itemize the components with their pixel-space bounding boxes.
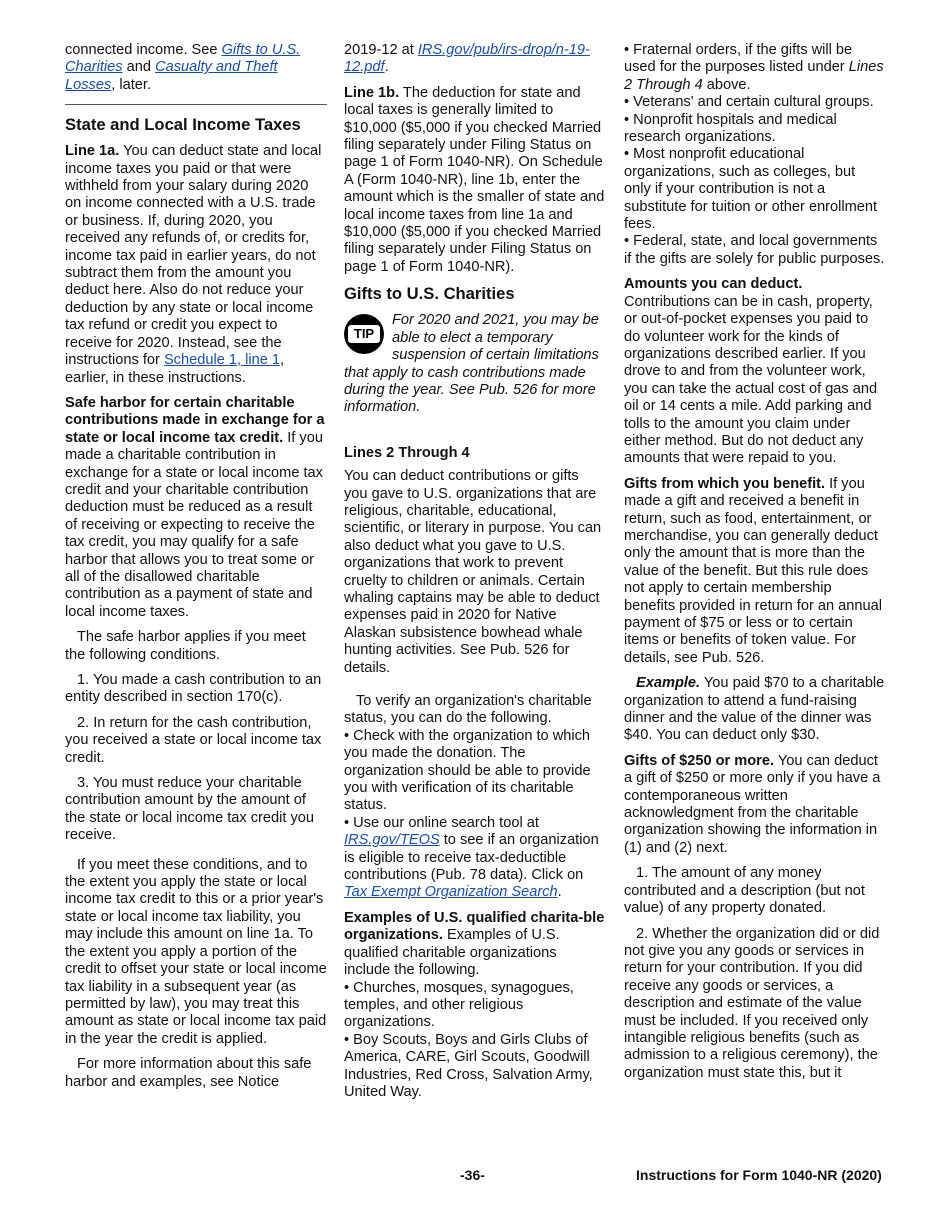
heading-lines-2-4: Lines 2 Through 4 bbox=[344, 444, 470, 461]
footer-title: Instructions for Form 1040-NR (2020) bbox=[636, 1167, 882, 1183]
list-item: • Boy Scouts, Boys and Girls Clubs of America, CARE, Girl Scouts, Goodwill Industries, Red Cross, Salvation Army, United Way. bbox=[344, 1031, 593, 1100]
tip-icon: TIP bbox=[344, 314, 384, 354]
column-2 bbox=[344, 42, 606, 1101]
numbered-item-1: 1. The amount of any money contributed and a description (but not value) of any property donated. bbox=[624, 865, 865, 917]
paragraph-amounts: Amounts you can deduct. Contributions can be in cash, property, or out-of-pocket expenses you paid to do volunteer work for the kinds of organizations described earlier. If you drove to and from the volunteer work, you can take the actual cost of gas and oil or 14 cents a mile. Add parking and tolls to the amount you claim under either method. But do not deduct any amounts that were repaid to you. bbox=[624, 276, 878, 467]
column-1 bbox=[65, 42, 327, 1099]
paragraph: You can deduct contributions or gifts you gave to U.S. organizations that are religious, charitable, educational, scientific, or literary in purpose. You can also deduct what you gave to U.S. organizations that work to prevent cruelty to children or animals. Certain whaling captains may be able to deduct expenses paid in 2020 for Native Alaskan subsistence bowhead whale hunting activities. See Pub. 526 for details. bbox=[344, 468, 602, 676]
paragraph-gifts-250: Gifts of $250 or more. You can deduct a gift of $250 or more only if you have a contemporaneous written acknowledgment from the charitable organization showing the information in (1) and (2) next. bbox=[624, 752, 881, 856]
list-item: • Federal, state, and local governments if the gifts are solely for public purposes. bbox=[624, 233, 885, 267]
list-item: • Churches, mosques, synagogues, temples, and other religious organizations. bbox=[344, 979, 574, 1031]
paragraph: To verify an organization's charitable status, you can do the following. bbox=[344, 693, 592, 727]
paragraph-examples: Examples of U.S. qualified charita-ble organizations. Examples of U.S. qualified charitable organizations include the following. bbox=[344, 909, 605, 979]
tip-box bbox=[344, 312, 606, 416]
paragraph-example: Example. You paid $70 to a charitable organization to attend a fund-raising dinner and the value of the dinner was $40. You can deduct only $30. bbox=[624, 675, 885, 744]
condition-2: 2. In return for the cash contribution, you received a state or local income tax credit. bbox=[65, 714, 322, 766]
paragraph-line-1a: Line 1a. You can deduct state and local income taxes you paid or that were withheld from your salary during 2020 on income connected with a U.S. trade or business. If, during 2020, you received any refunds of, or credits for, income tax paid in earlier years, do not subtract them from the amount you deduct here. Also do not reduce your deduction by any state or local income tax refund or credit you expect to receive for 2020. Instead, see the instructions for Schedule 1, line 1, earlier, in these instructions. bbox=[65, 143, 322, 386]
column-3 bbox=[624, 42, 886, 1090]
heading-gifts-charities: Gifts to U.S. Charities bbox=[344, 284, 515, 304]
section-divider bbox=[65, 104, 327, 105]
list-item: • Use our online search tool at IRS.gov/TEOS to see if an organization is eligible to receive tax-deductible contributions (Pub. 78 data). Click on Tax Exempt Organization Search. bbox=[344, 814, 599, 901]
list-item: • Most nonprofit educational organizations, such as colleges, but only if your contribution is not a substitute for tuition or other enrollment fees. bbox=[624, 146, 878, 233]
tax-exempt-search-link[interactable]: Tax Exempt Organization Search bbox=[344, 884, 558, 901]
list-item: • Fraternal orders, if the gifts will be used for the purposes listed under Lines 2 Through 4 above. bbox=[624, 42, 884, 93]
paragraph: For more information about this safe harbor and examples, see Notice bbox=[65, 1056, 312, 1090]
tip-text: For 2020 and 2021, you may be able to elect a temporary suspension of certain limitations that apply to cash contributions made during the year. See Pub. 526 for more information. bbox=[344, 312, 599, 416]
paragraph: connected income. See Gifts to U.S. Charities and Casualty and Theft Losses, later. bbox=[65, 42, 301, 93]
list-item: • Nonprofit hospitals and medical research organizations. bbox=[624, 111, 837, 146]
condition-3: 3. You must reduce your charitable contribution amount by the amount of the state or local income tax credit you receive. bbox=[65, 775, 315, 844]
paragraph-safe-harbor: Safe harbor for certain charitable contributions made in exchange for a state or local income tax credit. If you made a charitable contribution in exchange for a state or local income tax credit and your charitable contribution deduction must be reduced as a result of receiving or expecting to receive the tax credit, you may qualify for a safe harbor that allows you to treat some or all of the disallowed charitable contribution as a payment of state and local income taxes. bbox=[65, 394, 325, 620]
gifts-charities-link[interactable]: Gifts to U.S. Charities bbox=[65, 42, 301, 76]
paragraph-line-1b: Line 1b. The deduction for state and local taxes is generally limited to $10,000 ($5,000 if you checked Married filing separately under Filing Status on page 1 of Form 1040-NR). On Schedule A (Form 1040-NR), line 1b, enter the amount which is the smaller of state and local income taxes from line 1a and $10,000 ($5,000 if you checked Married filing separately under Filing Status on page 1 of Form 1040-NR). bbox=[344, 84, 605, 275]
paragraph: If you meet these conditions, and to the extent you apply the state or local income tax credit to this or a prior year's state or local income tax liability, you may include this amount on line 1a. To the extent you apply a portion of the credit to offset your state or local income tax liability in a subsequent year (as permitted by law), you may treat this amount as state or local income tax paid in the year the credit is applied. bbox=[65, 856, 327, 1047]
paragraph: The safe harbor applies if you meet the following conditions. bbox=[65, 629, 306, 663]
list-item: • Check with the organization to which you made the donation. The organization should be able to provide you with verification of its charitable status. bbox=[344, 727, 591, 814]
paragraph-benefit: Gifts from which you benefit. If you made a gift and received a benefit in return, such as food, entertainment, or merchandise, you can generally deduct only the amount that is more than the value of the benefit. But this rule does not apply to certain membership benefits provided in return for an annual payment of $75 or less or to certain items or benefits of token value. For details, see Pub. 526. bbox=[624, 475, 882, 666]
casualty-theft-link[interactable]: Casualty and Theft Losses bbox=[65, 59, 278, 93]
irs-notice-link[interactable]: IRS.gov/pub/irs-drop/n-19-12.pdf bbox=[344, 42, 590, 76]
paragraph: 2019-12 at IRS.gov/pub/irs-drop/n-19-12.pdf. bbox=[344, 42, 590, 76]
condition-1: 1. You made a cash contribution to an entity described in section 170(c). bbox=[65, 672, 322, 706]
list-item: • Veterans' and certain cultural groups. bbox=[624, 94, 874, 111]
heading-state-local-taxes: State and Local Income Taxes bbox=[65, 115, 301, 135]
irs-teos-link[interactable]: IRS.gov/TEOS bbox=[344, 832, 440, 849]
schedule-1-link[interactable]: Schedule 1, line 1 bbox=[163, 352, 280, 369]
numbered-item-2: 2. Whether the organization did or did not give you any goods or services in return for your contribution. If you did receive any goods or services, a description and estimate of the value must be included. If you received only intangible religious benefits (such as admission to a religious ceremony), the organization must state this, but it bbox=[624, 925, 880, 1081]
page-number: -36- bbox=[460, 1167, 485, 1183]
